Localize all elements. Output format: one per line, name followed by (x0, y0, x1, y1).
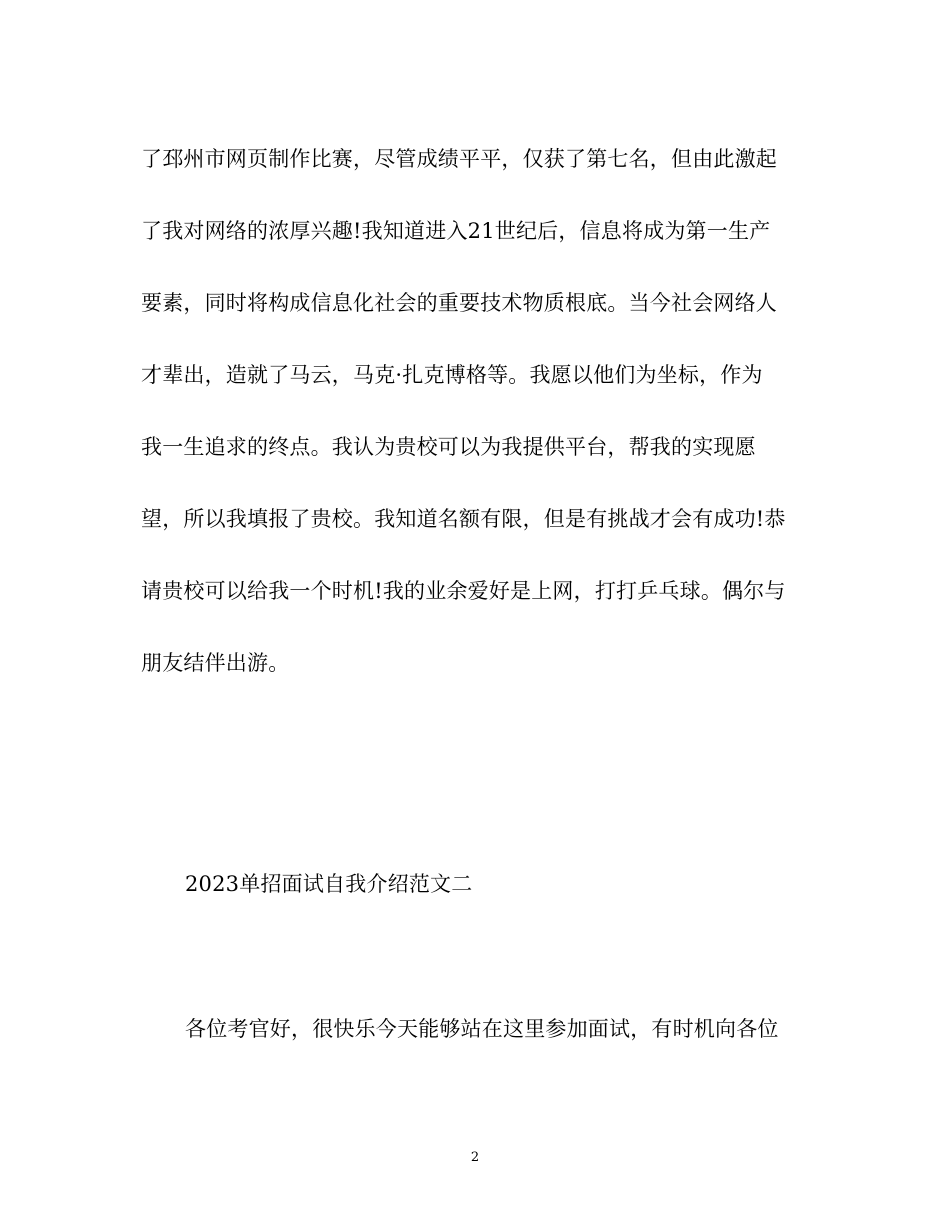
page-number: 2 (470, 1150, 480, 1165)
paragraph-line: 才辈出，造就了马云，马克·扎克博格等。我愿以他们为坐标，作为 (141, 363, 763, 387)
paragraph-line: 朋友结伴出游。 (141, 651, 290, 675)
paragraph-line: 了我对网络的浓厚兴趣!我知道进入21世纪后，信息将成为第一生产 (141, 219, 771, 243)
paragraph-line: 请贵校可以给我一个时机!我的业余爱好是上网，打打乒乓球。偶尔与 (141, 579, 786, 603)
paragraph-line: 要素，同时将构成信息化社会的重要技术物质根底。当今社会网络人 (141, 291, 777, 315)
section-title: 2023单招面试自我介绍范文二 (185, 872, 473, 896)
paragraph-line: 各位考官好，很快乐今天能够站在这里参加面试，有时机向各位 (185, 1017, 779, 1041)
paragraph-line: 我一生追求的终点。我认为贵校可以为我提供平台，帮我的实现愿 (141, 435, 756, 459)
paragraph-line: 望，所以我填报了贵校。我知道名额有限，但是有挑战才会有成功!恭 (141, 507, 786, 531)
paragraph-line: 了邳州市网页制作比赛，尽管成绩平平，仅获了第七名，但由此激起 (141, 147, 777, 171)
